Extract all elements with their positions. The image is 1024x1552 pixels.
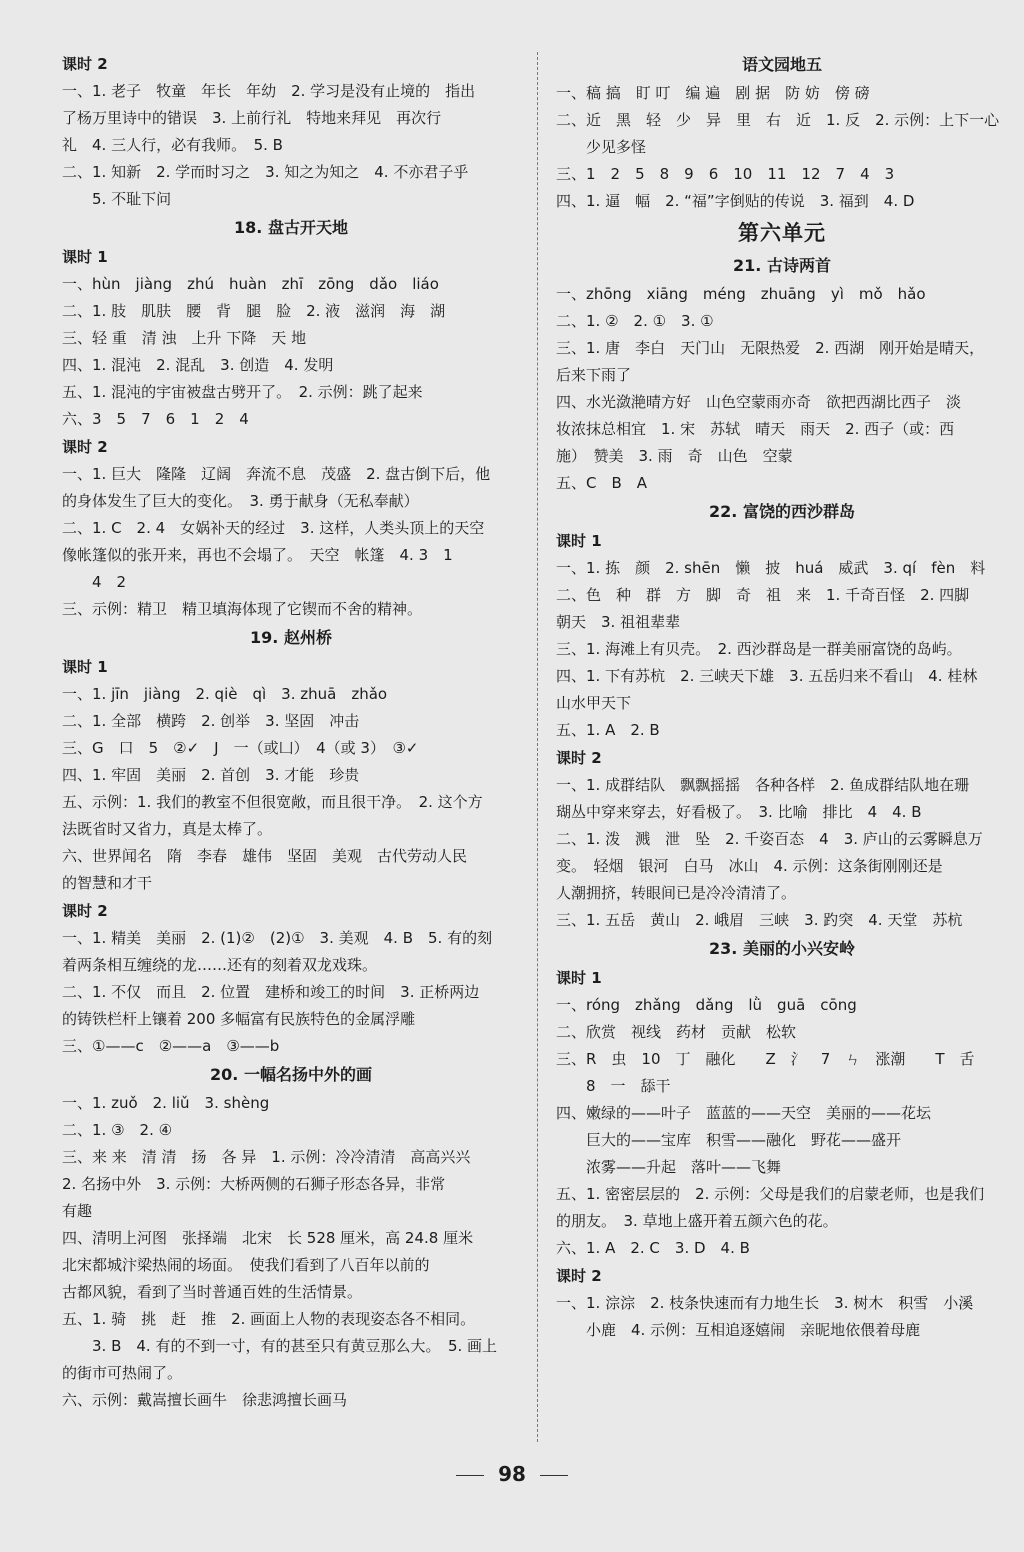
answer-line: 像帐篷似的张开来，再也不会塌了。 天空 帐篷 4. 3 1 [62,546,453,564]
answer-line: 山水甲天下 [556,694,632,712]
lesson-heading: 课时 2 [556,1267,602,1285]
answer-line: 五、1. 骑 挑 赶 推 2. 画面上人物的表现姿态各不相同。 [62,1310,476,1328]
answer-line: 一、1. jīn jiàng 2. qiè qì 3. zhuā zhǎo [62,685,388,703]
answer-line: 3. B 4. 有的不到一寸，有的甚至只有黄豆那么大。 5. 画上 [92,1337,498,1355]
answer-line: 二、1. ② 2. ① 3. ① [556,312,714,330]
answer-line: 二、近 黑 轻 少 异 里 右 近 1. 反 2. 示例：上下一心 [556,111,1000,129]
answer-line: 四、1. 混沌 2. 混乱 3. 创造 4. 发明 [62,356,334,374]
answer-line: 六、1. A 2. C 3. D 4. B [556,1239,750,1257]
answer-line: 施） 赞美 3. 雨 奇 山色 空蒙 [556,447,793,465]
answer-line: 8 一 舔干 [586,1077,671,1095]
answer-line: 有趣 [62,1202,93,1220]
answer-line: 二、色 种 群 方 脚 奇 祖 来 1. 千奇百怪 2. 四脚 [556,586,970,604]
answer-line: 的街市可热闹了。 [62,1364,183,1382]
answer-line: 了杨万里诗中的错误 3. 上前行礼 特地来拜见 再次行 [62,109,442,127]
answer-line: 一、1. 拣 颜 2. shēn 懒 披 huá 威武 3. qí fèn 料 [556,559,986,577]
answer-line: 五、C B A [556,474,648,492]
answer-line: 二、1. 不仅 而且 2. 位置 建桥和竣工的时间 3. 正桥两边 [62,983,480,1001]
answer-line: 少见多怪 [586,138,647,156]
answer-line: 六、3 5 7 6 1 2 4 [62,410,249,428]
answer-line: 一、hùn jiàng zhú huàn zhī zōng dǎo liáo [62,275,439,293]
answer-line: 一、1. 成群结队 飘飘摇摇 各种各样 2. 鱼成群结队地在珊 [556,776,970,794]
section-title: 23. 美丽的小兴安岭 [709,939,855,958]
lesson-heading: 课时 1 [62,658,108,676]
answer-line: 三、示例：精卫 精卫填海体现了它锲而不舍的精神。 [62,600,423,618]
answer-line: 浓雾——升起 落叶——飞舞 [586,1158,782,1176]
answer-line: 二、1. 知新 2. 学而时习之 3. 知之为知之 4. 不亦君子乎 [62,163,469,181]
answer-line: 的朋友。 3. 草地上盛开着五颜六色的花。 [556,1212,838,1230]
lesson-heading: 课时 2 [556,749,602,767]
answer-line: 一、1. 老子 牧童 年长 年幼 2. 学习是没有止境的 指出 [62,82,476,100]
answer-line: 一、1. 淙淙 2. 枝条快速而有力地生长 3. 树木 积雪 小溪 [556,1294,974,1312]
answer-line: 瑚丛中穿来穿去，好看极了。 3. 比喻 排比 4 4. B [556,803,922,821]
left-column [62,50,520,1414]
answer-line: 二、欣赏 视线 药材 贡献 松软 [556,1023,797,1041]
answer-line: 五、1. A 2. B [556,721,660,739]
answer-line: 三、①——c ②——a ③——b [62,1037,280,1055]
answer-line: 四、嫩绿的——叶子 蓝蓝的——天空 美丽的——花坛 [556,1104,932,1122]
answer-line: 一、róng zhǎng dǎng lǜ guā cōng [556,996,857,1014]
answer-line: 小鹿 4. 示例：互相追逐嬉闹 亲昵地依偎着母鹿 [586,1321,921,1339]
answer-line: 变。 轻烟 银河 白马 冰山 4. 示例：这条街刚刚还是 [556,857,943,875]
answer-line: 六、世界闻名 隋 李春 雄伟 坚固 美观 古代劳动人民 [62,847,468,865]
lesson-heading: 课时 1 [62,248,108,266]
answer-line: 一、稿 搞 盯 叮 编 遍 剧 据 防 妨 傍 磅 [556,84,870,102]
answer-line: 四、1. 牢固 美丽 2. 首创 3. 才能 珍贵 [62,766,360,784]
section-title: 语文园地五 [741,55,822,74]
answer-line: 三、1. 海滩上有贝壳。 2. 西沙群岛是一群美丽富饶的岛屿。 [556,640,962,658]
answer-line: 二、1. 全部 横跨 2. 创举 3. 坚固 冲击 [62,712,360,730]
answer-line: 五、示例：1. 我们的教室不但很宽敞，而且很干净。 2. 这个方 [62,793,483,811]
right-column [556,50,1008,1344]
answer-line: 一、1. 精美 美丽 2. (1)② (2)① 3. 美观 4. B 5. 有的刻 [62,929,493,947]
answer-line: 后来下雨了 [556,366,632,384]
answer-line: 三、1. 五岳 黄山 2. 峨眉 三峡 3. 趵突 4. 天堂 苏杭 [556,911,963,929]
answer-line: 妆浓抹总相宜 1. 宋 苏轼 晴天 雨天 2. 西子（或：西 [556,420,955,438]
lesson-heading: 课时 2 [62,438,108,456]
answer-line: 五、1. 混沌的宇宙被盘古劈开了。 2. 示例：跳了起来 [62,383,423,401]
section-title: 22. 富饶的西沙群岛 [709,502,855,521]
answer-line: 二、1. C 2. 4 女娲补天的经过 3. 这样，人类头顶上的天空 [62,519,485,537]
answer-line: 一、zhōng xiāng méng zhuāng yì mǒ hǎo [556,285,926,303]
footer-dash-left [456,1475,484,1476]
lesson-heading: 课时 1 [556,969,602,987]
answer-line: 一、1. zuǒ 2. liǔ 3. shèng [62,1094,270,1112]
answer-line: 巨大的——宝库 积雪——融化 野花——盛开 [586,1131,902,1149]
section-title: 21. 古诗两首 [733,256,831,275]
answer-line: 三、1. 唐 李白 天门山 无限热爱 2. 西湖 刚开始是晴天， [556,339,985,357]
answer-line: 4 2 [92,573,127,591]
answer-line: 的智慧和才干 [62,874,153,892]
section-title: 20. 一幅名扬中外的画 [210,1065,372,1084]
answer-line: 三、R 虫 10 丁 融化 Z 氵 7 ㄣ 涨潮 T 舌 [556,1050,975,1068]
answer-line: 四、水光潋滟晴方好 山色空蒙雨亦奇 欲把西湖比西子 淡 [556,393,962,411]
answer-line: 人潮拥挤，转眼间已是冷冷清清了。 [556,884,797,902]
answer-line: 古都风貌，看到了当时普通百姓的生活情景。 [62,1283,363,1301]
lesson-heading: 课时 1 [556,532,602,550]
answer-line: 三、G 口 5 ②✓ J 一（或凵） 4（或 3） ③✓ [62,739,419,757]
answer-line: 朝天 3. 祖祖辈辈 [556,613,681,631]
answer-line: 四、1. 逼 幅 2. “福”字倒贴的传说 3. 福到 4. D [556,192,915,210]
answer-line: 着两条相互缠绕的龙……还有的刻着双龙戏珠。 [62,956,378,974]
answer-line: 法既省时又省力，真是太棒了。 [62,820,273,838]
column-divider [537,52,538,1442]
answer-line: 四、1. 下有苏杭 2. 三峡天下雄 3. 五岳归来不看山 4. 桂林 [556,667,978,685]
answer-line: 二、1. 泼 溅 泄 坠 2. 千姿百态 4 3. 庐山的云雾瞬息万 [556,830,983,848]
unit-title: 第六单元 [738,221,826,245]
answer-line: 一、1. 巨大 隆隆 辽阔 奔流不息 茂盛 2. 盘古倒下后，他 [62,465,491,483]
answer-line: 礼 4. 三人行，必有我师。 5. B [62,136,283,154]
lesson-heading: 课时 2 [62,55,108,73]
answer-line: 北宋都城汴梁热闹的场面。 使我们看到了八百年以前的 [62,1256,430,1274]
answer-line: 五、1. 密密层层的 2. 示例：父母是我们的启蒙老师，也是我们 [556,1185,985,1203]
footer-dash-right [540,1475,568,1476]
section-title: 18. 盘古开天地 [234,218,348,237]
answer-line: 四、清明上河图 张择端 北宋 长 528 厘米，高 24.8 厘米 [62,1229,474,1247]
answer-line: 的身体发生了巨大的变化。 3. 勇于献身（无私奉献） [62,492,419,510]
answer-line: 六、示例：戴嵩擅长画牛 徐悲鸿擅长画马 [62,1391,348,1409]
answer-line: 5. 不耻下问 [92,190,172,208]
page-number-footer [0,1462,1024,1486]
section-title: 19. 赵州桥 [250,628,332,647]
answer-line: 二、1. 肢 肌肤 腰 背 腿 脸 2. 液 滋润 海 湖 [62,302,446,320]
answer-line: 的铸铁栏杆上镶着 200 多幅富有民族特色的金属浮雕 [62,1010,416,1028]
answer-line: 三、轻 重 清 浊 上升 下降 天 地 [62,329,307,347]
answer-line: 2. 名扬中外 3. 示例：大桥两侧的石狮子形态各异，非常 [62,1175,446,1193]
answer-line: 三、来 来 清 清 扬 各 异 1. 示例：冷冷清清 高高兴兴 [62,1148,471,1166]
lesson-heading: 课时 2 [62,902,108,920]
page-number: 98 [498,1462,526,1486]
answer-line: 三、1 2 5 8 9 6 10 11 12 7 4 3 [556,165,895,183]
answer-line: 二、1. ③ 2. ④ [62,1121,173,1139]
